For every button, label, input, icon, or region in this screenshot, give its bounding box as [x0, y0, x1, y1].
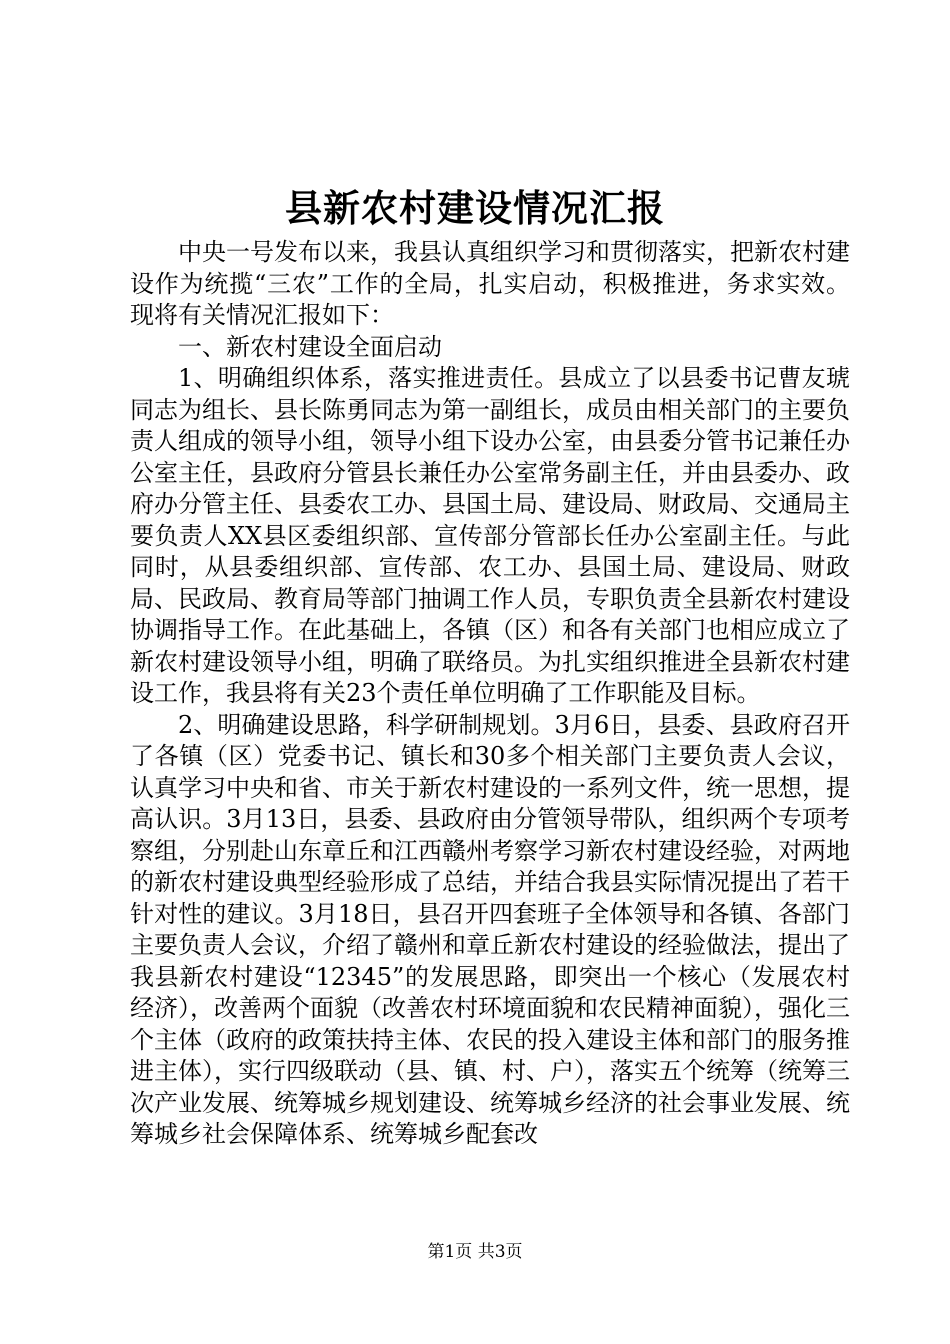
paragraph-planning: 2、明确建设思路，科学研制规划。3月6日，县委、县政府召开了各镇（区）党委书记、镇长和30多个相关部门主要负责人会议，认真学习中央和省、市关于新农村建设的一系列文件，统一思想，提高认识。3月13日，县委、县政府由分管领导带队，组织两个专项考察组，分别赴山东章丘和江西赣州考察学习新农村建设经验，对两地的新农村建设典型经验形成了总结，并结合我县实际情况提出了若干针对性的建议。3月18日，县召开四套班子全体领导和各镇、各部门主要负责人会议，介绍了赣州和章丘新农村建设的经验做法，提出了我县新农村建设“12345”的发展思路，即突出一个核心（发展农村经济），改善两个面貌（改善农村环境面貌和农民精神面貌），强化三个主体（政府的政策扶持主体、农民的投入建设主体和部门的服务推进主体），实行四级联动（县、镇、村、户），落实五个统筹（统筹三次产业发展、统筹城乡规划建设、统筹城乡经济的社会事业发展、统筹城乡社会保障体系、统筹城乡配套改 — [130, 710, 850, 1148]
page-footer: 第1页 共3页 — [427, 1242, 523, 1262]
document-body — [130, 237, 850, 1151]
paragraph-intro: 中央一号发布以来，我县认真组织学习和贯彻落实，把新农村建设作为统揽“三农”工作的全局，扎实启动，积极推进，务求实效。现将有关情况汇报如下： — [130, 238, 850, 329]
document-title: 县新农村建设情况汇报 — [285, 186, 665, 230]
paragraph-organization: 1、明确组织体系，落实推进责任。县成立了以县委书记曹友琥同志为组长、县长陈勇同志为第一副组长，成员由相关部门的主要负责人组成的领导小组，领导小组下设办公室，由县委分管书记兼任办公室主任，县政府分管县长兼任办公室常务副主任，并由县委办、政府办分管主任、县委农工办、县国土局、建设局、财政局、交通局主要负责人XX县区委组织部、宣传部分管部长任办公室副主任。与此同时，从县委组织部、宣传部、农工办、县国土局、建设局、财政局、民政局、教育局等部门抽调工作人员，专职负责全县新农村建设协调指导工作。在此基础上，各镇（区）和各有关部门也相应成立了新农村建设领导小组，明确了联络员。为扎实组织推进全县新农村建设工作，我县将有关23个责任单位明确了工作职能及目标。 — [130, 364, 850, 707]
section-heading-1: 一、新农村建设全面启动 — [178, 332, 442, 361]
